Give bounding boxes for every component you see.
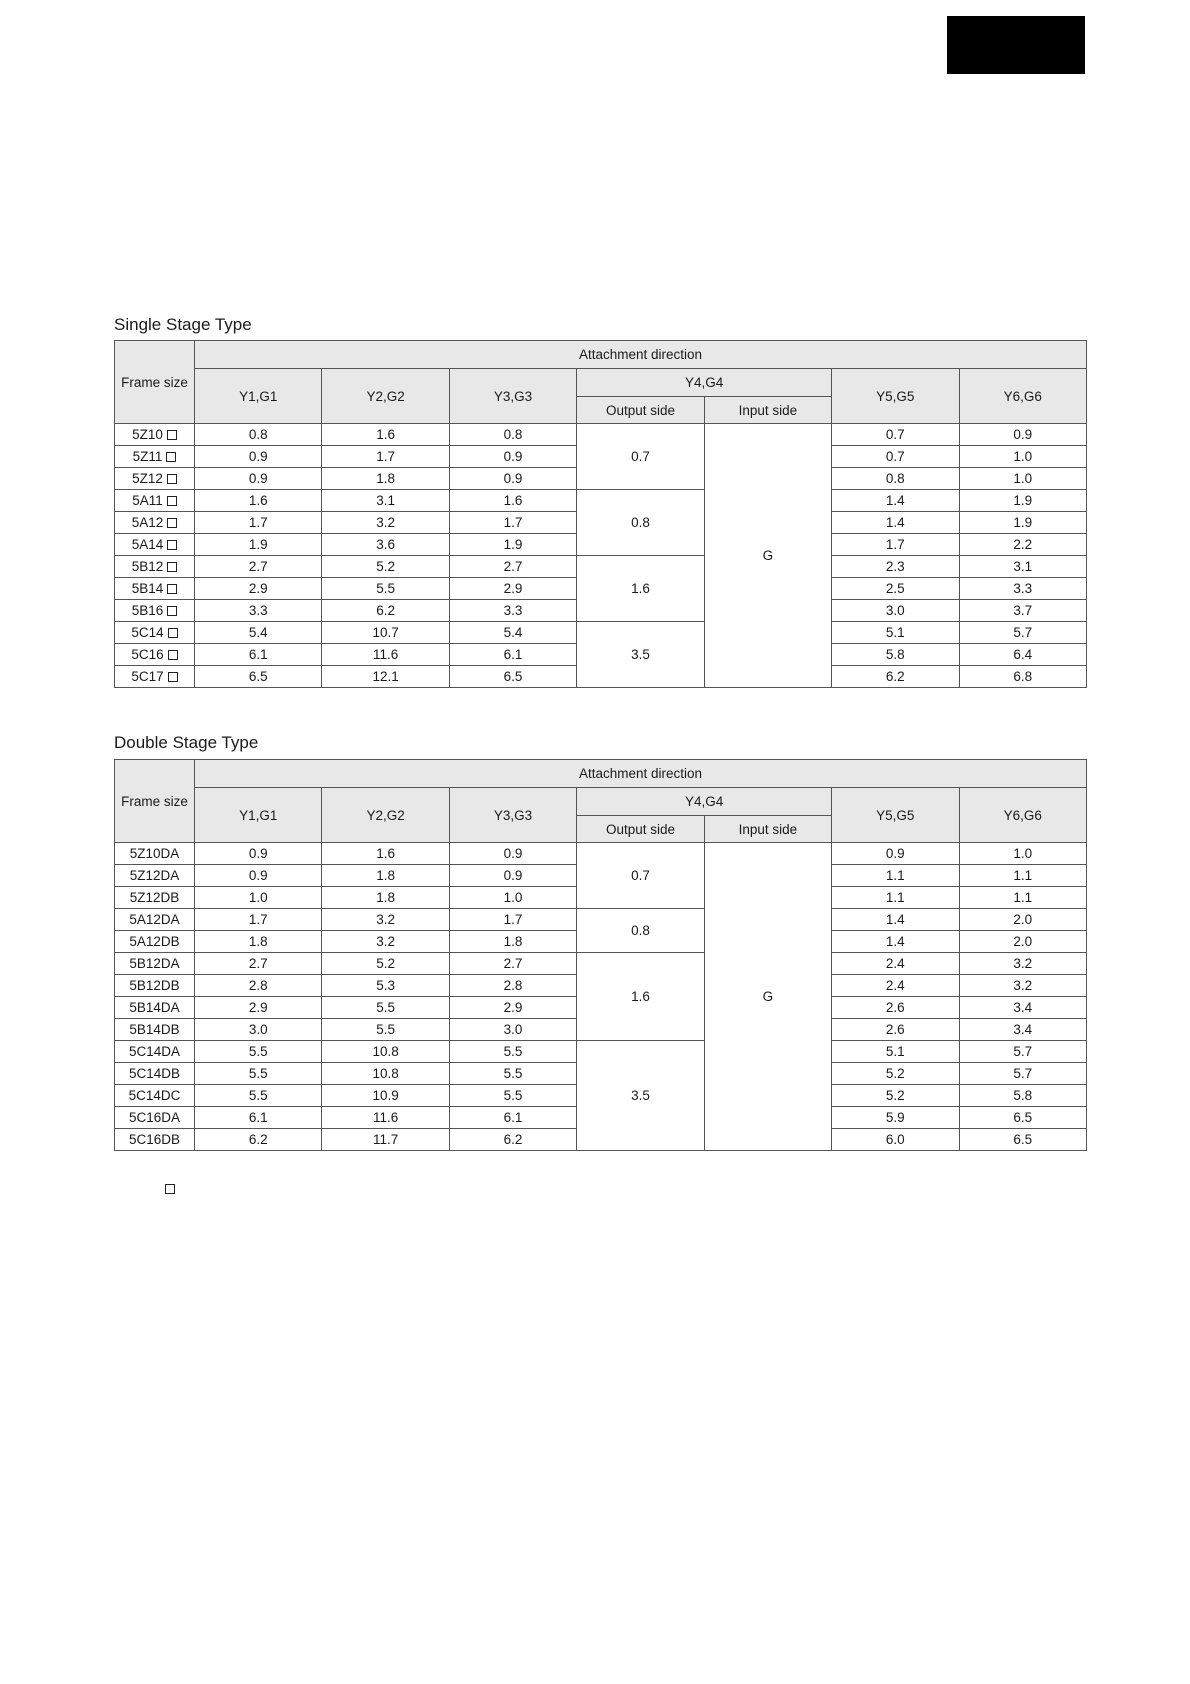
value-cell: 2.4 [832,975,959,997]
value-cell: 2.6 [832,997,959,1019]
double-stage-table [114,759,1087,1151]
value-cell: 5.5 [322,997,449,1019]
col-header: Y5,G5 [832,369,959,424]
frame-size-label: 5B16 [131,603,164,618]
value-cell: 2.0 [959,931,1086,953]
value-cell: 6.1 [449,644,576,666]
input-side-header: Input side [704,397,831,424]
frame-size-cell [115,1041,195,1063]
value-cell: 3.3 [449,600,576,622]
frame-size-cell [115,600,195,622]
value-cell: 0.9 [449,468,576,490]
table-row [115,490,1087,512]
value-cell: 0.9 [832,843,959,865]
header-row [115,760,1087,788]
value-cell: 5.4 [195,622,322,644]
header-row [115,788,1087,816]
variant-box-symbol [167,430,177,440]
value-cell: 2.8 [195,975,322,997]
value-cell: 1.7 [195,909,322,931]
variant-box-symbol [167,584,177,594]
value-cell: 1.4 [832,512,959,534]
frame-size-cell [115,578,195,600]
value-cell: 2.5 [832,578,959,600]
input-side-cell: G [704,424,831,688]
value-cell: 1.6 [322,843,449,865]
value-cell: 5.2 [322,556,449,578]
output-side-cell: 1.6 [577,556,704,622]
value-cell: 5.9 [832,1107,959,1129]
value-cell: 6.5 [195,666,322,688]
frame-size-label: 5A11 [132,493,163,508]
col-header: Y6,G6 [959,369,1086,424]
variant-box-symbol [168,628,178,638]
value-cell: 1.8 [449,931,576,953]
frame-size-label: 5A12DA [129,912,180,927]
value-cell: 1.9 [959,512,1086,534]
value-cell: 1.4 [832,931,959,953]
value-cell: 5.5 [195,1063,322,1085]
value-cell: 10.9 [322,1085,449,1107]
table-row [115,909,1087,931]
value-cell: 1.8 [322,865,449,887]
col-header: Y6,G6 [959,788,1086,843]
frame-size-label: 5B12DB [129,978,180,993]
value-cell: 1.6 [449,490,576,512]
value-cell: 12.1 [322,666,449,688]
value-cell: 3.7 [959,600,1086,622]
value-cell: 6.2 [195,1129,322,1151]
output-side-cell: 0.8 [577,909,704,953]
value-cell: 2.6 [832,1019,959,1041]
frame-size-cell [115,1107,195,1129]
value-cell: 3.0 [195,1019,322,1041]
value-cell: 2.9 [449,997,576,1019]
value-cell: 5.5 [195,1085,322,1107]
value-cell: 2.8 [449,975,576,997]
frame-size-label: 5Z12 [132,471,163,486]
frame-size-cell [115,1019,195,1041]
value-cell: 5.4 [449,622,576,644]
corner-black-tab [947,16,1085,74]
frame-size-label: 5C14 [131,625,164,640]
value-cell: 1.8 [322,887,449,909]
value-cell: 10.8 [322,1041,449,1063]
frame-size-header: Frame size [115,341,195,424]
col-header: Y2,G2 [322,788,449,843]
value-cell: 2.0 [959,909,1086,931]
value-cell: 3.6 [322,534,449,556]
value-cell: 1.0 [449,887,576,909]
value-cell: 0.7 [832,424,959,446]
value-cell: 0.9 [449,865,576,887]
value-cell: 2.9 [449,578,576,600]
value-cell: 2.4 [832,953,959,975]
value-cell: 3.4 [959,997,1086,1019]
frame-size-label: 5C16 [131,647,164,662]
attachment-direction-header: Attachment direction [195,760,1087,788]
frame-size-label: 5C16DA [128,1110,181,1125]
frame-size-cell [115,622,195,644]
value-cell: 0.8 [832,468,959,490]
value-cell: 0.7 [832,446,959,468]
value-cell: 1.9 [195,534,322,556]
value-cell: 3.0 [449,1019,576,1041]
frame-size-cell [115,446,195,468]
value-cell: 0.9 [195,468,322,490]
frame-size-cell [115,490,195,512]
frame-size-cell [115,909,195,931]
frame-size-label: 5C14DB [128,1066,181,1081]
value-cell: 3.1 [322,490,449,512]
frame-size-label: 5B12DA [129,956,180,971]
frame-size-cell [115,512,195,534]
value-cell: 11.6 [322,1107,449,1129]
value-cell: 1.6 [195,490,322,512]
frame-size-label: 5C14DC [128,1088,181,1103]
output-side-header: Output side [577,397,704,424]
frame-size-cell [115,975,195,997]
value-cell: 1.7 [449,909,576,931]
header-row [115,341,1087,369]
frame-size-cell [115,1129,195,1151]
value-cell: 3.0 [832,600,959,622]
variant-box-symbol [167,474,177,484]
value-cell: 5.3 [322,975,449,997]
header-row [115,369,1087,397]
value-cell: 2.7 [449,953,576,975]
value-cell: 0.8 [195,424,322,446]
table-row [115,622,1087,644]
value-cell: 6.8 [959,666,1086,688]
value-cell: 1.8 [195,931,322,953]
output-side-cell: 0.8 [577,490,704,556]
value-cell: 1.8 [322,468,449,490]
value-cell: 10.7 [322,622,449,644]
frame-size-label: 5Z11 [132,449,163,464]
value-cell: 3.2 [959,975,1086,997]
value-cell: 1.4 [832,909,959,931]
frame-size-label: 5Z12DB [129,890,180,905]
value-cell: 6.4 [959,644,1086,666]
value-cell: 5.5 [449,1085,576,1107]
value-cell: 3.4 [959,1019,1086,1041]
double-stage-title: Double Stage Type [114,733,259,752]
value-cell: 1.0 [195,887,322,909]
value-cell: 6.1 [449,1107,576,1129]
value-cell: 2.7 [195,953,322,975]
variant-box-symbol [168,672,178,682]
value-cell: 5.7 [959,622,1086,644]
value-cell: 1.7 [449,512,576,534]
output-side-header: Output side [577,816,704,843]
value-cell: 1.1 [959,865,1086,887]
value-cell: 5.2 [322,953,449,975]
value-cell: 1.7 [195,512,322,534]
frame-size-cell [115,887,195,909]
variant-box-symbol [167,540,177,550]
value-cell: 1.9 [449,534,576,556]
value-cell: 1.1 [832,865,959,887]
col-header: Y1,G1 [195,788,322,843]
value-cell: 5.8 [959,1085,1086,1107]
col-header: Y5,G5 [832,788,959,843]
table-row [115,556,1087,578]
value-cell: 5.5 [322,1019,449,1041]
frame-size-cell [115,1085,195,1107]
attachment-direction-header: Attachment direction [195,341,1087,369]
value-cell: 1.0 [959,446,1086,468]
value-cell: 6.2 [322,600,449,622]
single-stage-table [114,340,1087,688]
value-cell: 5.1 [832,1041,959,1063]
value-cell: 6.2 [832,666,959,688]
frame-size-label: 5C17 [131,669,164,684]
value-cell: 6.1 [195,1107,322,1129]
value-cell: 5.7 [959,1063,1086,1085]
value-cell: 2.3 [832,556,959,578]
value-cell: 0.9 [449,446,576,468]
value-cell: 2.9 [195,578,322,600]
frame-size-cell [115,931,195,953]
value-cell: 3.3 [195,600,322,622]
frame-size-label: 5Z10DA [129,846,180,861]
value-cell: 5.5 [449,1063,576,1085]
value-cell: 5.1 [832,622,959,644]
value-cell: 1.1 [832,887,959,909]
value-cell: 2.7 [195,556,322,578]
frame-size-label: 5B14 [131,581,164,596]
value-cell: 0.9 [959,424,1086,446]
frame-size-label: 5C14DA [128,1044,181,1059]
col-header: Y3,G3 [449,369,576,424]
output-side-cell: 0.7 [577,843,704,909]
value-cell: 5.5 [322,578,449,600]
variant-box-symbol [168,650,178,660]
variant-box-symbol [166,452,176,462]
frame-size-label: 5B12 [131,559,164,574]
output-side-cell: 0.7 [577,424,704,490]
frame-size-cell [115,666,195,688]
value-cell: 3.2 [959,953,1086,975]
input-side-cell: G [704,843,831,1151]
value-cell: 5.2 [832,1085,959,1107]
frame-size-label: 5Z10 [132,427,163,442]
value-cell: 0.8 [449,424,576,446]
footnote-box-symbol [165,1184,175,1194]
frame-size-label: 5C16DB [128,1132,181,1147]
col-header: Y3,G3 [449,788,576,843]
value-cell: 2.9 [195,997,322,1019]
value-cell: 10.8 [322,1063,449,1085]
value-cell: 3.2 [322,909,449,931]
frame-size-cell [115,997,195,1019]
value-cell: 1.6 [322,424,449,446]
frame-size-label: 5A12DB [129,934,180,949]
value-cell: 1.7 [832,534,959,556]
frame-size-label: 5B14DB [129,1022,180,1037]
value-cell: 3.2 [322,931,449,953]
table-row [115,424,1087,446]
value-cell: 6.1 [195,644,322,666]
variant-box-symbol [167,518,177,528]
frame-size-cell [115,556,195,578]
value-cell: 2.2 [959,534,1086,556]
output-side-cell: 3.5 [577,622,704,688]
frame-size-cell [115,865,195,887]
input-side-header: Input side [704,816,831,843]
value-cell: 5.2 [832,1063,959,1085]
variant-box-symbol [167,496,177,506]
output-side-cell: 3.5 [577,1041,704,1151]
frame-size-label: 5B14DA [129,1000,180,1015]
value-cell: 2.7 [449,556,576,578]
frame-size-label: 5Z12DA [129,868,180,883]
single-stage-title: Single Stage Type [114,315,252,334]
value-cell: 6.2 [449,1129,576,1151]
frame-size-label: 5A14 [131,537,164,552]
value-cell: 5.7 [959,1041,1086,1063]
table-row [115,1041,1087,1063]
value-cell: 0.9 [449,843,576,865]
frame-size-label: 5A12 [131,515,164,530]
value-cell: 3.3 [959,578,1086,600]
output-side-cell: 1.6 [577,953,704,1041]
value-cell: 1.0 [959,843,1086,865]
value-cell: 3.1 [959,556,1086,578]
value-cell: 6.5 [959,1107,1086,1129]
value-cell: 0.9 [195,843,322,865]
col-header: Y4,G4 [577,369,832,397]
value-cell: 0.9 [195,865,322,887]
value-cell: 6.0 [832,1129,959,1151]
value-cell: 0.9 [195,446,322,468]
col-header: Y1,G1 [195,369,322,424]
value-cell: 5.5 [449,1041,576,1063]
frame-size-cell [115,468,195,490]
value-cell: 1.4 [832,490,959,512]
col-header: Y2,G2 [322,369,449,424]
frame-size-header: Frame size [115,760,195,843]
variant-box-symbol [167,562,177,572]
variant-box-symbol [167,606,177,616]
table-row [115,843,1087,865]
value-cell: 1.7 [322,446,449,468]
frame-size-cell [115,424,195,446]
frame-size-cell [115,534,195,556]
frame-size-cell [115,843,195,865]
value-cell: 5.8 [832,644,959,666]
value-cell: 6.5 [959,1129,1086,1151]
value-cell: 11.7 [322,1129,449,1151]
value-cell: 1.1 [959,887,1086,909]
frame-size-cell [115,1063,195,1085]
value-cell: 5.5 [195,1041,322,1063]
col-header: Y4,G4 [577,788,832,816]
table-row [115,953,1087,975]
value-cell: 1.9 [959,490,1086,512]
value-cell: 3.2 [322,512,449,534]
value-cell: 6.5 [449,666,576,688]
value-cell: 11.6 [322,644,449,666]
frame-size-cell [115,953,195,975]
frame-size-cell [115,644,195,666]
value-cell: 1.0 [959,468,1086,490]
